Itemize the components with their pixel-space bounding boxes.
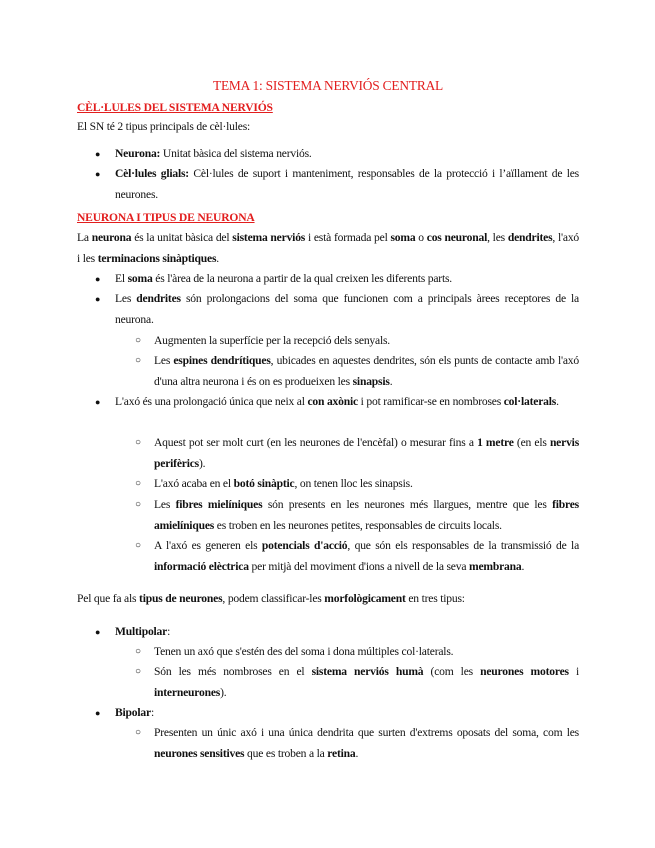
bullet-icon: ● [95,708,101,718]
circle-bullet-icon: ○ [135,666,141,677]
sublist-item-longitud: ○ Aquest pot ser molt curt (en les neurones de l'encèfal) o mesurar fins a 1 metre (en els nervis perifèrics). [154,433,579,474]
list-item-bipolar: ● Bipolar: [115,703,579,724]
bullet-icon: ● [95,274,101,284]
sublist-item-potencials: ○ A l'axó es generen els potencials d'acció, que són els responsables de la transmissió de la informació elèctrica per mitjà del moviment d'ions a nivell de la seva membrana. [154,536,579,577]
list-item-multipolar: ● Multipolar: [115,622,579,643]
bullet-icon: ● [95,149,101,159]
list-item-dendrites: ● Les dendrites són prolongacions del soma que funcionen com a principals àrees receptores de la neurona. [115,289,579,330]
circle-bullet-icon: ○ [135,540,141,551]
circle-bullet-icon: ○ [135,355,141,366]
sublist-item-superficie: ○ Augmenten la superfície per la recepció dels senyals. [154,331,579,352]
circle-bullet-icon: ○ [135,437,141,448]
bullet-icon: ● [95,294,101,304]
list-item-glials: ● Cèl·lules glials: Cèl·lules de suport i manteniment, responsables de la protecció i l’aïllament de les neurones. [115,164,579,205]
circle-bullet-icon: ○ [135,335,141,346]
page-title: TEMA 1: SISTEMA NERVIÓS CENTRAL [212,78,444,93]
sublist-item-boto: ○ L'axó acaba en el botó sinàptic, on tenen lloc les sinapsis. [154,474,579,495]
circle-bullet-icon: ○ [135,727,141,738]
circle-bullet-icon: ○ [135,478,141,489]
sublist-item-fibres: ○ Les fibres mielíniques són presents en les neurones més llargues, mentre que les fibres amielíniques es troben en les neurones petites, responsables de circuits locals. [154,495,579,536]
bullet-icon: ● [95,627,101,637]
list-item-soma: ● El soma és l'àrea de la neurona a partir de la qual creixen les diferents parts. [115,269,579,290]
sublist-item-multipolar-nombroses: ○ Són les més nombroses en el sistema nerviós humà (com les neurones motores i interneurones). [154,662,579,703]
circle-bullet-icon: ○ [135,646,141,657]
bullet-icon: ● [95,169,101,179]
sublist-item-bipolar-axo: ○ Presenten un únic axó i una única dendrita que surten d'extrems oposats del soma, com les neurones sensitives que es troben a la retina. [154,723,579,764]
sublist-item-espines: ○ Les espines dendrítiques, ubicades en aquestes dendrites, són els punts de contacte amb l'axó d'una altra neurona i és on es produeixen les sinapsis. [154,351,579,392]
cells-intro: El SN té 2 tipus principals de cèl·lules: [77,120,251,133]
sublist-item-multipolar-axo: ○ Tenen un axó que s'estén des del soma i dona múltiples col·laterals. [154,642,579,663]
list-item-neurona: ● Neurona: Unitat bàsica del sistema nerviós. [115,144,579,165]
circle-bullet-icon: ○ [135,499,141,510]
section-heading-cells: CÈL·LULES DEL SISTEMA NERVIÓS [77,101,273,114]
neurona-paragraph: La neurona és la unitat bàsica del sistema nerviós i està formada pel soma o cos neuronal, les dendrites, l'axó i les terminacions sinàptiques. [77,231,580,265]
section-heading-neurona: NEURONA I TIPUS DE NEURONA [77,211,255,224]
list-item-axo: ● L'axó és una prolongació única que neix al con axònic i pot ramificar-se en nombroses col·laterals. [115,392,579,413]
types-intro: Pel que fa als tipus de neurones, podem classificar-les morfològicament en tres tipus: [77,592,465,605]
bullet-icon: ● [95,397,101,407]
